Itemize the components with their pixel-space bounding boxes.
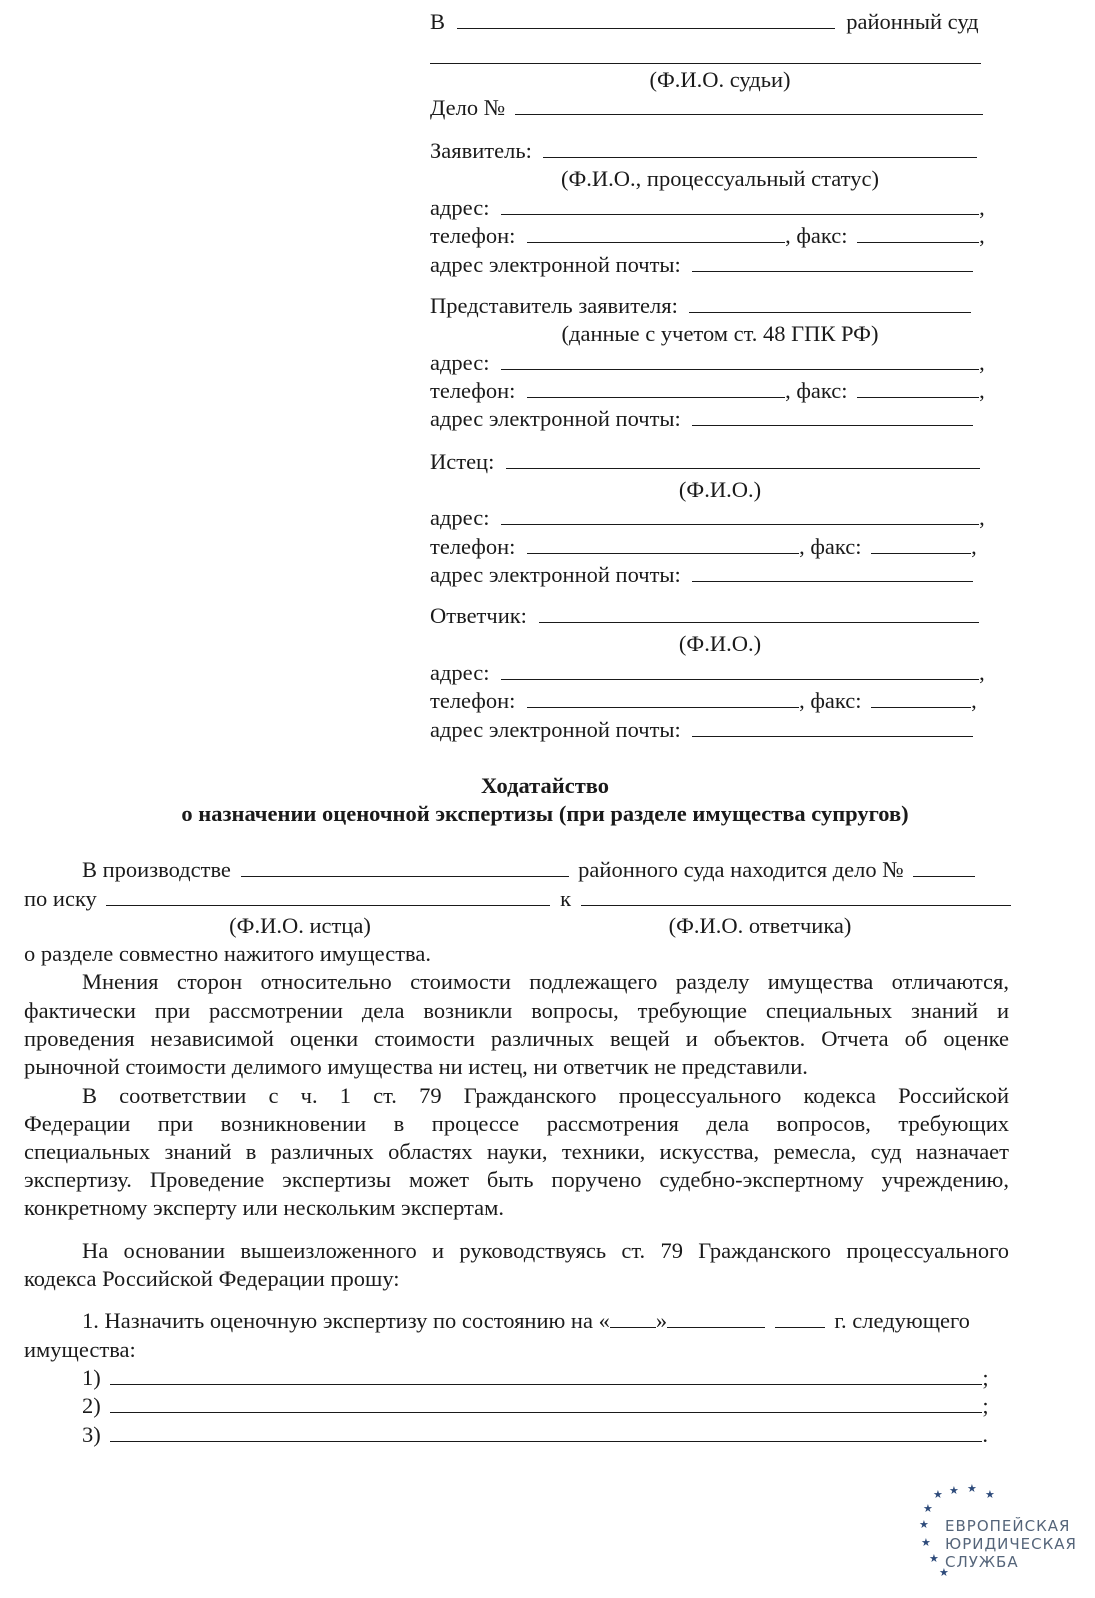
intro-text-c: по иску <box>24 886 97 911</box>
defendant-fax-label: , факс: <box>799 688 862 713</box>
star-icon: ★ <box>985 1489 995 1501</box>
defendant-address-label: адрес: <box>430 660 490 685</box>
plaintiff-body-blank[interactable] <box>106 885 550 906</box>
logo-text-line2: ЮРИДИЧЕСКАЯ <box>945 1535 1077 1553</box>
representative-email-label: адрес электронной почты: <box>430 406 681 431</box>
company-logo <box>915 1484 1090 1598</box>
property-item-blank[interactable] <box>110 1364 982 1385</box>
date-day-blank[interactable] <box>610 1307 656 1328</box>
judge-name-blank[interactable] <box>430 63 981 64</box>
defendant-address-blank[interactable] <box>501 659 979 680</box>
applicant-phone-label: телефон: <box>430 223 516 248</box>
property-item-blank[interactable] <box>110 1421 982 1442</box>
plaintiff-fax-label: , факс: <box>799 534 862 559</box>
representative-line <box>430 292 971 320</box>
comma: , <box>979 378 985 403</box>
star-icon: ★ <box>949 1485 959 1497</box>
item1-line <box>82 1307 970 1335</box>
property-item-end: . <box>982 1422 988 1447</box>
caption-defendant: (Ф.И.О. ответчика) <box>668 913 852 938</box>
defendant-caption: (Ф.И.О.) <box>678 631 762 656</box>
intro-text-a: В производстве <box>82 857 231 882</box>
p2-line: Мнения сторон относительно стоимости подлежащего разделу имущества отличаются, <box>82 969 1009 994</box>
p4-line: кодекса Российской Федерации прошу: <box>24 1266 400 1291</box>
intro-text-d: к <box>560 886 571 911</box>
item1-text-b: » <box>655 1308 668 1333</box>
comma: , <box>979 660 985 685</box>
plaintiff-email-line <box>430 561 973 589</box>
applicant-email-blank[interactable] <box>692 251 973 272</box>
item1-line-2: имущества: <box>24 1337 136 1362</box>
defendant-body-blank[interactable] <box>581 885 1011 906</box>
applicant-address-blank[interactable] <box>501 194 979 215</box>
intro-line-3: о разделе совместно нажитого имущества. <box>24 941 431 966</box>
plaintiff-email-label: адрес электронной почты: <box>430 562 681 587</box>
property-item <box>82 1421 988 1449</box>
representative-address-line <box>430 349 985 377</box>
defendant-email-line <box>430 716 973 744</box>
caption-plaintiff: (Ф.И.О. истца) <box>229 913 371 938</box>
document-title: Ходатайство <box>480 773 610 798</box>
court-suffix: районный суд <box>846 9 979 34</box>
logo-text-line1: ЕВРОПЕЙСКАЯ <box>945 1517 1071 1535</box>
star-icon: ★ <box>923 1503 933 1515</box>
representative-email-line <box>430 405 973 433</box>
applicant-email-line <box>430 251 973 279</box>
p2-line: проведения независимой оценки стоимости различных вещей и объектов. Отчета об оценке <box>24 1026 1009 1051</box>
representative-name-blank[interactable] <box>689 292 971 313</box>
property-item-number: 3) <box>82 1422 101 1447</box>
intro-line-2 <box>24 885 1011 913</box>
case-label: Дело № <box>430 95 506 120</box>
date-year-blank[interactable] <box>775 1307 825 1328</box>
p2-line: фактически при рассмотрении дела возникли вопросы, требующие специальных знаний и <box>24 998 1009 1023</box>
applicant-phone-line <box>430 222 985 250</box>
applicant-address-label: адрес: <box>430 195 490 220</box>
applicant-phone-blank[interactable] <box>527 222 785 243</box>
representative-email-blank[interactable] <box>692 405 973 426</box>
property-item-end: ; <box>982 1393 989 1418</box>
intro-text-b: районного суда находится дело № <box>578 857 904 882</box>
plaintiff-address-label: адрес: <box>430 505 490 530</box>
applicant-fax-label: , факс: <box>785 223 848 248</box>
judge-caption: (Ф.И.О. судьи) <box>649 67 791 92</box>
property-item-number: 2) <box>82 1393 101 1418</box>
star-icon: ★ <box>919 1519 929 1531</box>
defendant-email-blank[interactable] <box>692 716 973 737</box>
representative-phone-line <box>430 377 985 405</box>
representative-address-blank[interactable] <box>501 349 979 370</box>
case-number-blank[interactable] <box>515 94 983 115</box>
representative-fax-blank[interactable] <box>857 377 979 398</box>
applicant-name-blank[interactable] <box>543 137 977 158</box>
document-subtitle: о назначении оценочной экспертизы (при разделе имущества супругов) <box>181 801 909 826</box>
comma: , <box>979 505 985 530</box>
plaintiff-address-blank[interactable] <box>501 504 979 525</box>
comma: , <box>971 688 977 713</box>
p3-line: Федерации при возникновении в процессе рассмотрения дела вопросов, требующих <box>24 1111 1009 1136</box>
property-item-number: 1) <box>82 1365 101 1390</box>
plaintiff-fax-blank[interactable] <box>871 533 971 554</box>
applicant-fax-blank[interactable] <box>857 222 979 243</box>
p2-line: рыночной стоимости делимого имущества ни истец, ни ответчик не представили. <box>24 1054 808 1079</box>
comma: , <box>979 350 985 375</box>
p3-line: конкретному эксперту или нескольким экспертам. <box>24 1195 504 1220</box>
p3-line: экспертизу. Проведение экспертизы может быть поручено судебно-экспертному учреждению, <box>24 1167 1009 1192</box>
representative-phone-blank[interactable] <box>527 377 785 398</box>
p3-line: специальных знаний в различных областях науки, техники, искусства, ремесла, суд назначает <box>24 1139 1009 1164</box>
defendant-label: Ответчик: <box>430 603 527 628</box>
p4-line: На основании вышеизложенного и руководствуясь ст. 79 Гражданского процессуального <box>82 1238 1009 1263</box>
court-name-blank[interactable] <box>457 8 835 29</box>
star-icon: ★ <box>921 1537 931 1549</box>
comma: , <box>979 195 985 220</box>
comma: , <box>971 534 977 559</box>
date-month-blank[interactable] <box>667 1307 765 1328</box>
defendant-phone-label: телефон: <box>430 688 516 713</box>
comma: , <box>979 223 985 248</box>
plaintiff-label: Истец: <box>430 449 495 474</box>
plaintiff-email-blank[interactable] <box>692 561 973 582</box>
plaintiff-line <box>430 448 980 476</box>
case-number-line <box>430 94 983 122</box>
court-line <box>430 8 979 36</box>
plaintiff-address-line <box>430 504 985 532</box>
star-icon: ★ <box>939 1567 949 1579</box>
plaintiff-phone-label: телефон: <box>430 534 516 559</box>
applicant-label: Заявитель: <box>430 138 532 163</box>
property-item-blank[interactable] <box>110 1392 982 1413</box>
defendant-line <box>430 602 979 630</box>
property-item <box>82 1364 989 1392</box>
representative-fax-label: , факс: <box>785 378 848 403</box>
star-icon: ★ <box>967 1483 977 1495</box>
representative-address-label: адрес: <box>430 350 490 375</box>
defendant-name-blank[interactable] <box>539 602 979 623</box>
case-number-body-blank[interactable] <box>913 856 975 877</box>
court-name-body-blank[interactable] <box>241 856 569 877</box>
representative-phone-label: телефон: <box>430 378 516 403</box>
item1-text-a: 1. Назначить оценочную экспертизу по состоянию на « <box>82 1308 610 1333</box>
defendant-email-label: адрес электронной почты: <box>430 717 681 742</box>
property-item <box>82 1392 989 1420</box>
plaintiff-caption: (Ф.И.О.) <box>678 477 762 502</box>
p3-line: В соответствии с ч. 1 ст. 79 Гражданского процессуального кодекса Российской <box>82 1083 1009 1108</box>
applicant-address-line <box>430 194 985 222</box>
representative-label: Представитель заявителя: <box>430 293 678 318</box>
defendant-phone-line <box>430 687 977 715</box>
defendant-phone-blank[interactable] <box>527 687 799 708</box>
applicant-line <box>430 137 977 165</box>
item1-text-c: г. следующего <box>834 1308 970 1333</box>
defendant-address-line <box>430 659 985 687</box>
applicant-email-label: адрес электронной почты: <box>430 252 681 277</box>
intro-line-1 <box>82 856 975 884</box>
property-item-end: ; <box>982 1365 989 1390</box>
plaintiff-name-blank[interactable] <box>506 448 980 469</box>
court-prefix: В <box>430 9 446 34</box>
logo-text-line3: СЛУЖБА <box>945 1553 1019 1571</box>
defendant-fax-blank[interactable] <box>871 687 971 708</box>
star-icon: ★ <box>933 1489 943 1501</box>
applicant-caption: (Ф.И.О., процессуальный статус) <box>561 166 879 191</box>
plaintiff-phone-blank[interactable] <box>527 533 799 554</box>
star-icon: ★ <box>929 1553 939 1565</box>
plaintiff-phone-line <box>430 533 977 561</box>
representative-caption: (данные с учетом ст. 48 ГПК РФ) <box>561 321 879 346</box>
